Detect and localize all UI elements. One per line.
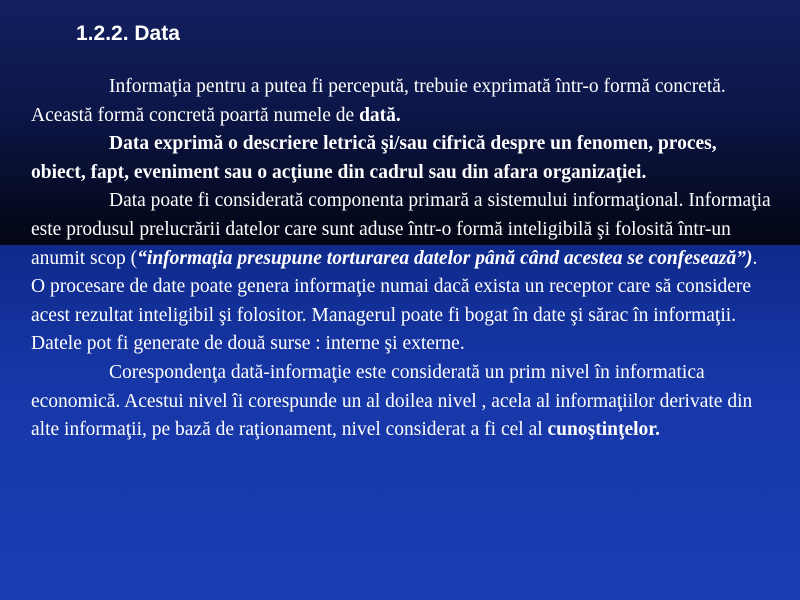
quote-emphasis: “informaţia presupune torturarea datelor până când acestea se confesează”) (137, 247, 753, 269)
paragraph-correspondence (31, 359, 776, 445)
keyword-data: dată. (359, 104, 401, 126)
paragraph-sources: Datele pot fi generate de două surse : interne şi externe. (31, 333, 465, 355)
paragraph-primary-component (31, 187, 776, 330)
paragraph-primary-component-text: Data poate fi considerată componenta primară a sistemului informaţional. Informaţia este produsul prelucrării datelor care sunt aduse într-o formă inteligibilă şi folosită într-un anumit scop ( (31, 190, 771, 269)
paragraph-data-description-text: Data exprimă o descriere letrică şi/sau cifrică despre un fenomen, proces, obiect, fapt, eveniment sau o acţiune din cadrul sau din afara organizaţiei. (31, 133, 717, 183)
slide-body (31, 73, 776, 445)
paragraph-definition-text: Informaţia pentru a putea fi percepută, trebuie exprimată într-o formă concretă. Această formă concretă poartă numele de (31, 76, 726, 126)
keyword-knowledge: cunoştinţelor. (547, 419, 661, 441)
paragraph-primary-component-tail: . O procesare de date poate genera informaţie numai dacă exista un receptor care să considere acest rezultat inteligibil şi folositor. Managerul poate fi bogat în date şi sărac în informaţii. (31, 247, 758, 326)
paragraph-correspondence-text: Corespondenţa dată-informaţie este considerată un prim nivel în informatica economică. Acestui nivel îi corespunde un al doilea nivel , acela al informaţiilor derivate din alte informaţii, pe bază de raţionament, nivel considerat a fi cel al (31, 361, 753, 441)
paragraph-data-description (31, 130, 776, 187)
paragraph-definition (31, 73, 776, 130)
slide-title: 1.2.2. Data (76, 22, 180, 45)
